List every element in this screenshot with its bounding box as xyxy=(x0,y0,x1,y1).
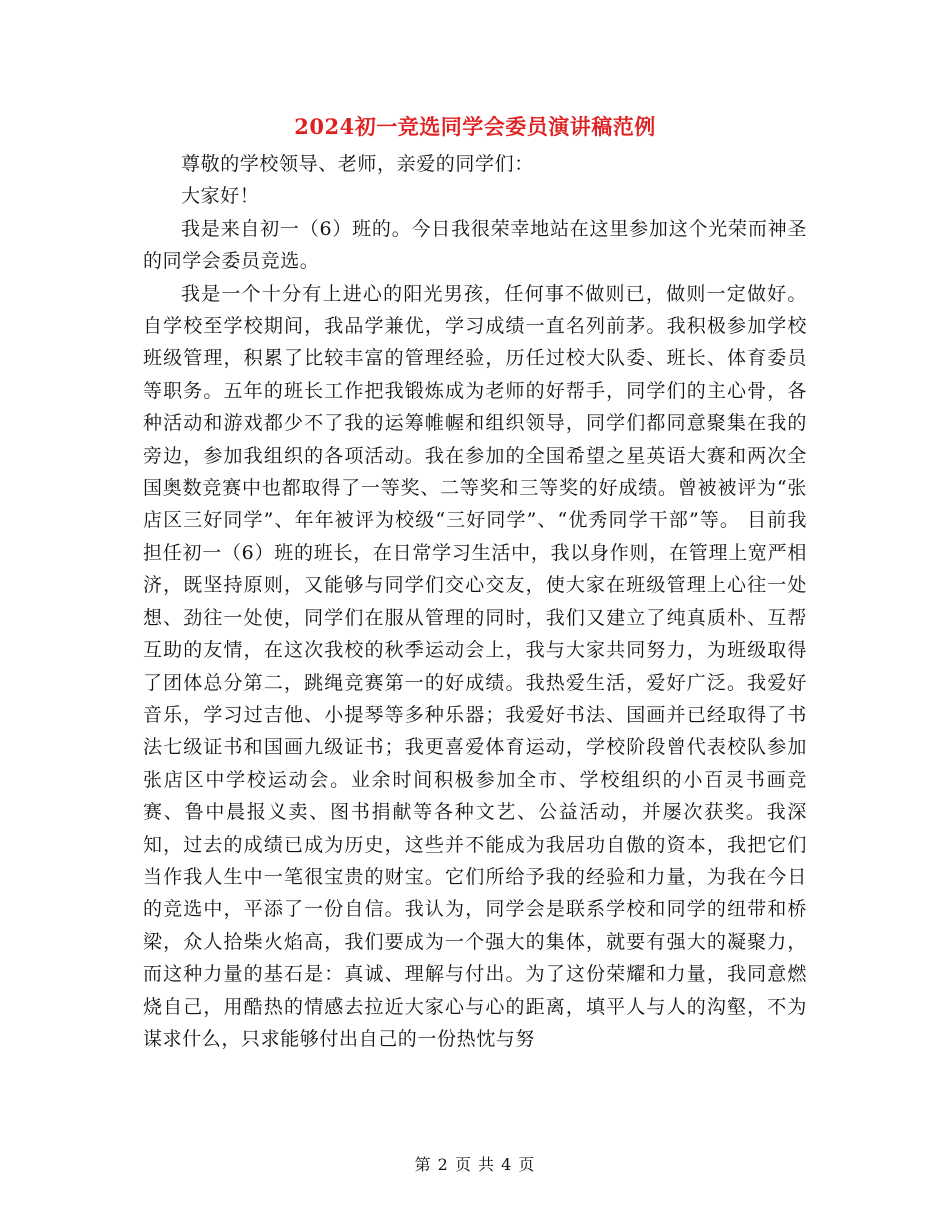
greeting: 大家好！ xyxy=(181,185,260,208)
document-title: 2024初一竞选同学会委员演讲稿范例 xyxy=(294,114,656,139)
document-body xyxy=(143,148,807,1055)
paragraph-main: 我是一个十分有上进心的阳光男孩，任何事不做则已，做则一定做好。自学校至学校期间，我品学兼优，学习成绩一直名列前茅。我积极参加学校班级管理，积累了比较丰富的管理经验，历任过校大队委、班长、体育委员等职务。五年的班长工作把我锻炼成为老师的好帮手，同学们的主心骨，各种活动和游戏都少不了我的运筹帷幄和组织领导，同学们都同意聚集在我的旁边，参加我组织的各项活动。我在参加的全国希望之星英语大赛和两次全国奥数竞赛中也都取得了一等奖、二等奖和三等奖的好成绩。曾被被评为“张店区三好同学”、年年被评为校级“三好同学”、“优秀同学干部”等。 目前我担任初一（6）班的班长，在日常学习生活中，我以身作则，在管理上宽严相济，既坚持原则，又能够与同学们交心交友，使大家在班级管理上心往一处想、劲往一处使，同学们在服从管理的同时，我们又建立了纯真质朴、互帮互助的友情，在这次我校的秋季运动会上，我与大家共同努力，为班级取得了团体总分第二，跳绳竞赛第一的好成绩。我热爱生活，爱好广泛。我爱好音乐，学习过吉他、小提琴等多种乐器；我爱好书法、国画并已经取得了书法七级证书和国画九级证书；我更喜爱体育运动，学校阶段曾代表校队参加张店区中学校运动会。业余时间积极参加全市、学校组织的小百灵书画竞赛、鲁中晨报义卖、图书捐献等各种文艺、公益活动，并屡次获奖。我深知，过去的成绩已成为历史，这些并不能成为我居功自傲的资本，我把它们当作我人生中一笔很宝贵的财宝。它们所给予我的经验和力量，为我在今日的竞选中，平添了一份自信。我认为，同学会是联系学校和同学的纽带和桥梁，众人拾柴火焰高，我们要成为一个强大的集体，就要有强大的凝聚力，而这种力量的基石是：真诚、理解与付出。为了这份荣耀和力量，我同意燃烧自己，用酷热的情感去拉近大家心与心的距离，填平人与人的沟壑，不为谋求什么，只求能够付出自己的一份热忱与努 xyxy=(143,282,807,1050)
paragraph-introduction: 我是来自初一（6）班的。今日我很荣幸地站在这里参加这个光荣而神圣的同学会委员竞选。 xyxy=(143,217,807,273)
salutation: 尊敬的学校领导、老师，亲爱的同学们： xyxy=(181,153,534,175)
page-number-label: 第 2 页 共 4 页 xyxy=(414,1155,536,1174)
page-footer xyxy=(0,1152,950,1175)
